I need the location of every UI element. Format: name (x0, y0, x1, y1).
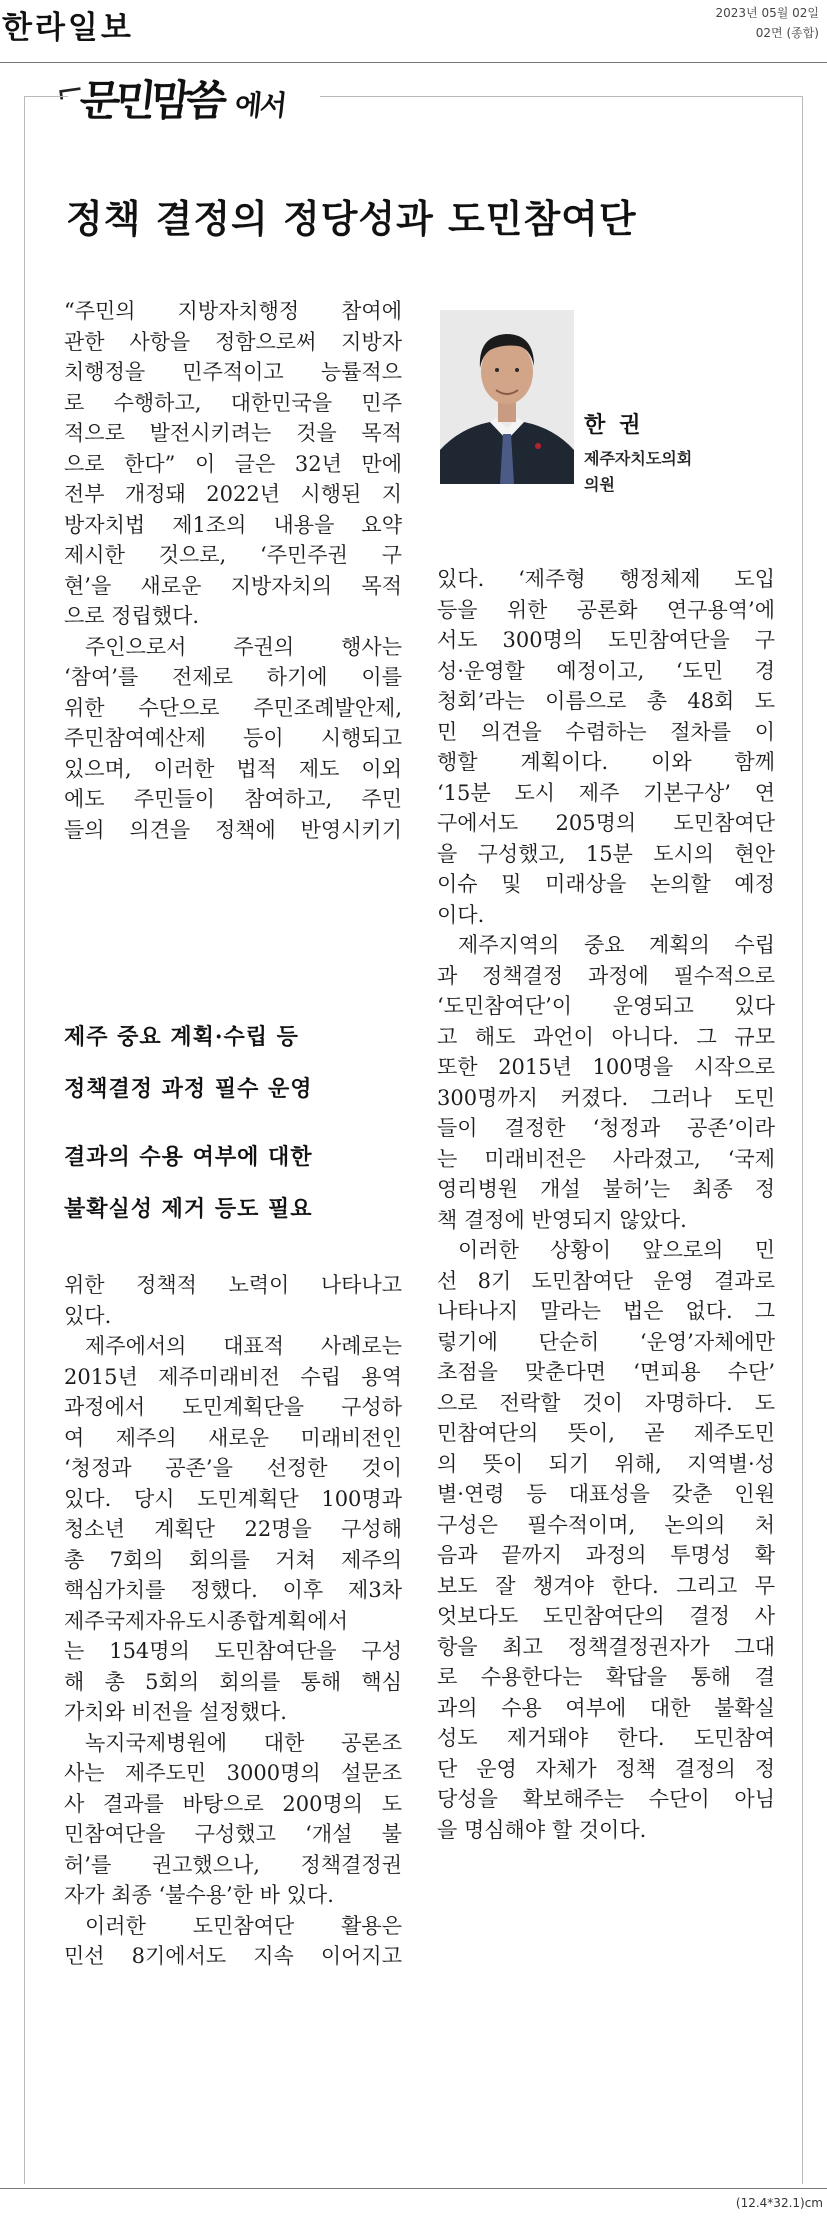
text-line: 청소년 계획단 22명을 구성해 (64, 1517, 402, 1541)
text-line: 등을 위한 공론화 연구용역’에 (437, 597, 775, 622)
text-line: 총 7회의 회의를 거쳐 제주의 (64, 1547, 402, 1572)
author-portrait-illustration (440, 310, 574, 484)
text-line: ‘참여’를 전제로 하기에 이를 (64, 665, 402, 689)
text-line: 있다. ‘제주형 행정체제 도입 (437, 567, 775, 591)
bottom-rule (0, 2188, 827, 2189)
text-line: ‘청정과 공존’을 선정한 것이 (64, 1456, 402, 1480)
text-line: 에도 주민들이 참여하고, 주민 (64, 787, 402, 811)
text-line: ‘15분 도시 제주 기본구상’ 연 (437, 780, 775, 805)
text-line: 성도 제거돼야 한다. 도민참여 (437, 1726, 775, 1750)
column-logo-main: 문민맘씀 (77, 76, 225, 125)
text-line: 음과 끝까지 과정의 투명성 확 (437, 1543, 775, 1567)
text-line: 을 구성했고, 15분 도시의 현안 (437, 841, 775, 866)
text-line: ‘도민참여단’이 운영되고 있다 (437, 994, 775, 1018)
text-line: 이러한 상황이 앞으로의 민 (458, 1238, 775, 1262)
frame-right-border (802, 96, 803, 2184)
text-line: 적으로 발전시키려는 것을 목적 (64, 421, 402, 445)
text-line: 행할 계획이다. 이와 함께 (437, 750, 775, 774)
frame-top-left (24, 96, 68, 97)
subhead-line: 정책결정 과정 필수 운영 (64, 1076, 313, 1102)
text-line: 현’을 새로운 지방자치의 목적 (64, 573, 402, 598)
text-line: 영리병원 개설 불허’는 최종 정 (437, 1177, 775, 1201)
text-line: 있으며, 이러한 법적 제도 이외 (64, 756, 402, 781)
text-line: 단 운영 자체가 정책 결정의 정 (437, 1756, 775, 1781)
column-corner-ornament: ⌐ (53, 70, 88, 114)
text-line: 별·연령 등 대표성을 갖춘 인원 (437, 1482, 775, 1506)
text-line: 녹지국제병원에 대한 공론조 (85, 1730, 402, 1755)
text-line: 주인으로서 주권의 행사는 (85, 634, 402, 659)
text-line: 제주에서의 대표적 사례로는 (85, 1334, 402, 1358)
frame-left-border (24, 96, 25, 2184)
text-line: 으로 한다” 이 글은 32년 만에 (64, 451, 402, 476)
subhead-line: 결과의 수용 여부에 대한 (64, 1144, 313, 1170)
text-line: 가치와 비전을 설정했다. (64, 1700, 287, 1724)
text-line: 는 154명의 도민참여단을 구성 (64, 1639, 402, 1663)
text-line: 이다. (437, 902, 485, 927)
subhead-line: 불확실성 제거 등도 필요 (64, 1196, 313, 1222)
text-line: 서도 300명의 도민참여단을 구 (437, 628, 775, 652)
text-line: 있다. 당시 도민계획단 100명과 (64, 1486, 402, 1511)
text-line: 을 명심해야 할 것이다. (437, 1817, 647, 1842)
author-affiliation (584, 446, 734, 498)
text-line: 제시한 것으로, ‘주민주권 구 (64, 543, 402, 567)
text-line: 보도 잘 챙겨야 한다. 그리고 무 (437, 1573, 775, 1598)
text-line: 있다. (64, 1303, 112, 1328)
left-column-top (64, 296, 402, 845)
text-line: 엇보다도 도민참여단의 결정 사 (437, 1604, 775, 1628)
text-line: 주민참여예산제 등이 시행되고 (64, 726, 402, 750)
right-column (437, 564, 775, 1845)
text-line: 관한 사항을 정함으로써 지방자 (64, 329, 402, 354)
text-line: 들의 의견을 정책에 반영시키기 (64, 817, 402, 842)
text-line: 의 뜻이 되기 위해, 지역별·성 (437, 1451, 775, 1476)
text-line: 로 수행하고, 대한민국을 민주 (64, 390, 402, 415)
publication-date: 2023년 05월 02일 (715, 6, 819, 20)
text-line: 이러한 도민참여단 활용은 (85, 1913, 402, 1938)
text-line: 여 제주의 새로운 미래비전인 (64, 1425, 402, 1450)
text-line: 자가 최종 ‘불수용’한 바 있다. (64, 1883, 334, 1907)
author-affiliation-line: 의원 (584, 475, 615, 494)
text-line: 해 총 5회의 회의를 통해 핵심 (64, 1669, 402, 1694)
text-line: 선 8기 도민참여단 운영 결과로 (437, 1268, 775, 1293)
clipping-size: (12.4*32.1)cm (735, 2196, 823, 2210)
text-line: 제주지역의 중요 계획의 수립 (458, 933, 775, 957)
text-line: 과정에서 도민계획단을 구성하 (64, 1395, 402, 1419)
text-line: 사는 제주도민 3000명의 설문조 (64, 1761, 402, 1785)
text-line: 전부 개정돼 2022년 시행된 지 (64, 482, 402, 506)
text-line: 고 해도 과언이 아니다. 그 규모 (437, 1024, 775, 1049)
text-line: 치행정을 민주적이고 능률적으 (64, 360, 402, 384)
text-line: 으로 전락할 것이 자명하다. 도 (437, 1390, 775, 1415)
column-logo (77, 68, 288, 125)
text-line: 사 결과를 바탕으로 200명의 도 (64, 1791, 402, 1816)
text-line: 나타나지 말라는 법은 없다. 그 (437, 1299, 775, 1323)
text-line: 위한 정책적 노력이 나타나고 (64, 1273, 402, 1297)
author-portrait (440, 310, 574, 484)
text-line: 제주국제자유도시종합계획에서 (64, 1608, 349, 1633)
text-line: 로 수용한다는 확답을 통해 결 (437, 1665, 775, 1689)
text-line: 핵심가치를 정했다. 이후 제3차 (64, 1578, 402, 1602)
text-line: 구성은 필수적이며, 논의의 처 (437, 1512, 775, 1537)
subhead-line: 제주 중요 계획·수립 등 (64, 1024, 299, 1050)
author-name: 한권 (584, 413, 655, 438)
text-line: 으로 정립했다. (64, 604, 200, 628)
text-line: 들이 결정한 ‘청정과 공존’이라 (437, 1116, 775, 1140)
text-line: 2015년 제주미래비전 수립 용역 (64, 1364, 402, 1389)
text-line: 민 의견을 수렴하는 절차를 이 (437, 719, 775, 744)
text-line: 방자치법 제1조의 내용을 요약 (64, 512, 402, 537)
text-line: 위한 수단으로 주민조례발안제, (64, 695, 402, 720)
text-line: 과의 수용 여부에 대한 불확실 (437, 1695, 775, 1720)
text-line: 항을 최고 정책결정권자가 그대 (437, 1634, 775, 1659)
text-line: 책 결정에 반영되지 않았다. (437, 1207, 687, 1232)
text-line: 허’를 권고했으나, 정책결정권 (64, 1852, 402, 1877)
text-line: “주민의 지방자치행정 참여에 (64, 299, 402, 323)
text-line: 또한 2015년 100명을 시작으로 (437, 1055, 775, 1079)
text-line: 성·운영할 예정이고, ‘도민 경 (437, 658, 775, 683)
text-line: 민선 8기에서도 지속 이어지고 (64, 1944, 402, 1968)
text-line: 구에서도 205명의 도민참여단 (437, 811, 775, 835)
text-line: 민참여단의 뜻이, 곧 제주도민 (437, 1421, 775, 1445)
text-line: 민참여단을 구성했고 ‘개설 불 (64, 1822, 402, 1846)
text-line: 렇기에 단순히 ‘운영’자체에만 (437, 1329, 775, 1354)
newspaper-masthead: 한라일보 (2, 10, 134, 46)
text-line: 이슈 및 미래상을 논의할 예정 (437, 872, 775, 896)
text-line: 청회’라는 이름으로 총 48회 도 (437, 689, 775, 713)
author-affiliation-line: 제주자치도의회 (584, 449, 693, 468)
left-column-bottom (64, 1270, 402, 1972)
text-line: 당성을 확보해주는 수단이 아님 (437, 1787, 775, 1811)
top-rule (0, 62, 827, 63)
text-line: 는 미래비전은 사라졌고, ‘국제 (437, 1146, 775, 1171)
text-line: 초점을 맞춘다면 ‘면피용 수단’ (437, 1360, 775, 1384)
text-line: 과 정책결정 과정에 필수적으로 (437, 963, 775, 988)
text-line: 300명까지 커졌다. 그러나 도민 (437, 1085, 775, 1110)
article-headline: 정책 결정의 정당성과 도민참여단 (66, 196, 637, 241)
frame-top-right (320, 96, 802, 97)
column-logo-sub: 에서 (233, 89, 288, 122)
page-section: 02면 (종합) (755, 26, 819, 40)
